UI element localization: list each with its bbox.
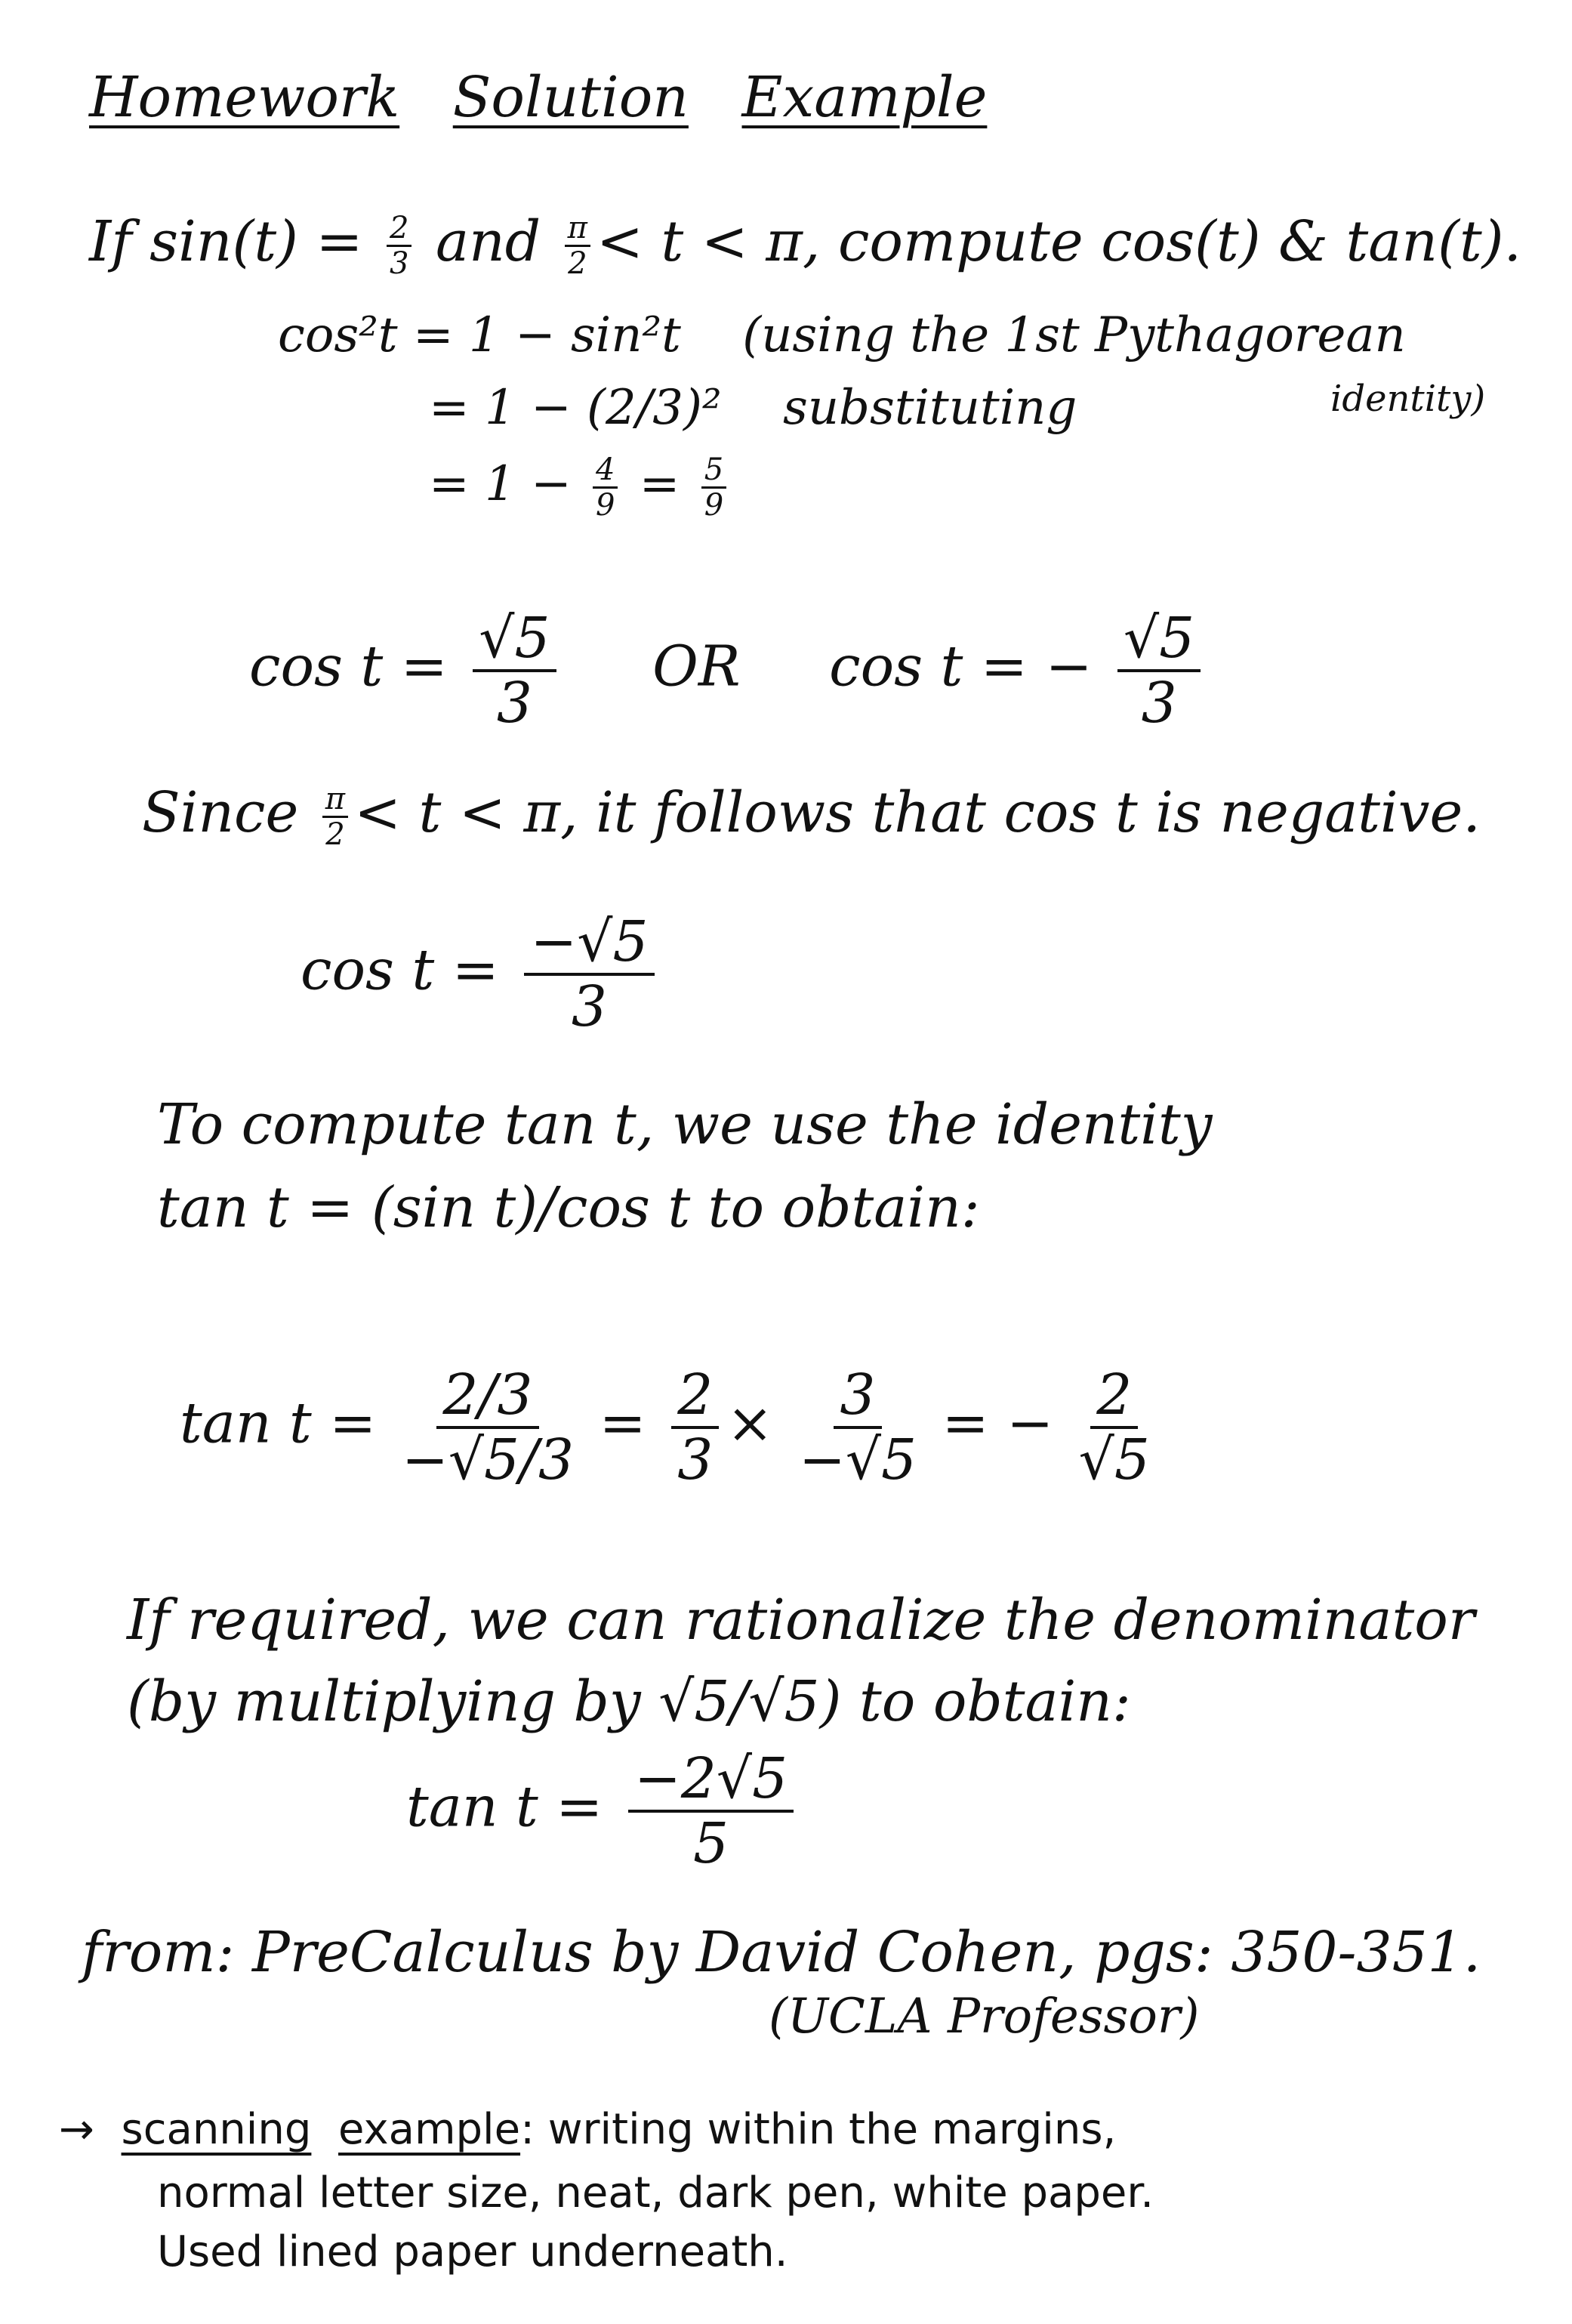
step-substituting — [429, 380, 1077, 436]
fraction-two-thirds: $\frac{2}{3}$ — [387, 213, 411, 279]
tan-result: tan t = $\frac{-2√5}{5}$ — [406, 1751, 801, 1872]
fraction-pi-over-two: $\frac{\pi}{2}$ — [565, 213, 590, 279]
step-simplify: = 1 − $\frac{4}{9}$ = $\frac{5}{9}$ — [429, 455, 732, 520]
problem-statement: If sin(t) = $\frac{2}{3}$ and $\frac{\pi}{2}$ < t < π, compute cos(t) & tan(t). — [89, 208, 1522, 281]
scanning-word: scanning — [121, 2105, 312, 2154]
fraction-cos-result: $\frac{-√5}{3}$ — [524, 914, 654, 1035]
tan-calculation: tan t = $\frac{2/3}{-√5/3}$ = $\frac{2}{3}$ × $\frac{3}{-√5}$ = − $\frac{2}{√5}$ — [180, 1363, 1150, 1492]
step1-note-identity: identity) — [1330, 378, 1486, 420]
step2-note: substituting — [782, 380, 1077, 436]
page-title — [89, 65, 988, 130]
cos-result: cos t = $\frac{-√5}{3}$ — [301, 914, 662, 1035]
scanning-note-line-1: → scanning example: writing within the margins, — [59, 2105, 1117, 2154]
title-word-example: Example — [741, 65, 988, 130]
fraction-three-over-neg-root5: $\frac{3}{-√5}$ — [798, 1363, 917, 1492]
tan-intro-line-2: tan t = (sin t)/cos t to obtain: — [157, 1175, 980, 1240]
fraction-two-thirds-tan: $\frac{2}{3}$ — [671, 1367, 719, 1488]
title-word-homework: Homework — [89, 65, 400, 130]
example-word: example — [338, 2105, 521, 2154]
tan-intro-line-1: To compute tan t, we use the identity — [157, 1092, 1213, 1157]
step1-equation: cos²t = 1 − sin²t — [278, 307, 681, 363]
rationalize-line-1: If required, we can rationalize the denominator — [127, 1588, 1475, 1653]
times-sign: × — [726, 1390, 774, 1456]
cos-options: cos t = $\frac{√5}{3}$ OR cos t = − $\frac{√5}{3}$ — [249, 610, 1208, 731]
fraction-four-ninths: $\frac{4}{9}$ — [593, 455, 618, 520]
scanning-note-line-3: Used lined paper underneath. — [157, 2227, 788, 2276]
rationalize-line-2: (by multiplying by √5/√5) to obtain: — [127, 1669, 1131, 1734]
or-label: OR — [652, 634, 741, 699]
since-statement: Since $\frac{\pi}{2}$ < t < π, it follows that cos t is negative. — [142, 779, 1481, 852]
source-author-note: (UCLA Professor) — [769, 1989, 1200, 2045]
fraction-two-thirds-over-neg-root5-thirds: $\frac{2/3}{-√5/3}$ — [401, 1363, 575, 1492]
source-citation: from: PreCalculus by David Cohen, pgs: 350-351. — [82, 1920, 1481, 1985]
fraction-root5-over-3: $\frac{√5}{3}$ — [473, 610, 556, 731]
step2-equation: = 1 − (2/3)² — [429, 380, 722, 436]
title-word-solution: Solution — [452, 65, 689, 130]
arrow-icon: → — [59, 2105, 94, 2154]
fraction-pi-over-two-since: $\frac{\pi}{2}$ — [322, 784, 348, 850]
fraction-root5-over-3-neg: $\frac{√5}{3}$ — [1117, 610, 1201, 731]
fraction-two-over-root5: $\frac{2}{√5}$ — [1078, 1363, 1150, 1492]
scanning-note-line-2: normal letter size, neat, dark pen, white paper. — [157, 2168, 1154, 2218]
step-pythagorean — [278, 307, 1406, 363]
step1-note: (using the 1st Pythagorean — [742, 307, 1406, 363]
fraction-five-ninths: $\frac{5}{9}$ — [701, 455, 726, 520]
fraction-tan-result: $\frac{-2√5}{5}$ — [628, 1751, 794, 1872]
